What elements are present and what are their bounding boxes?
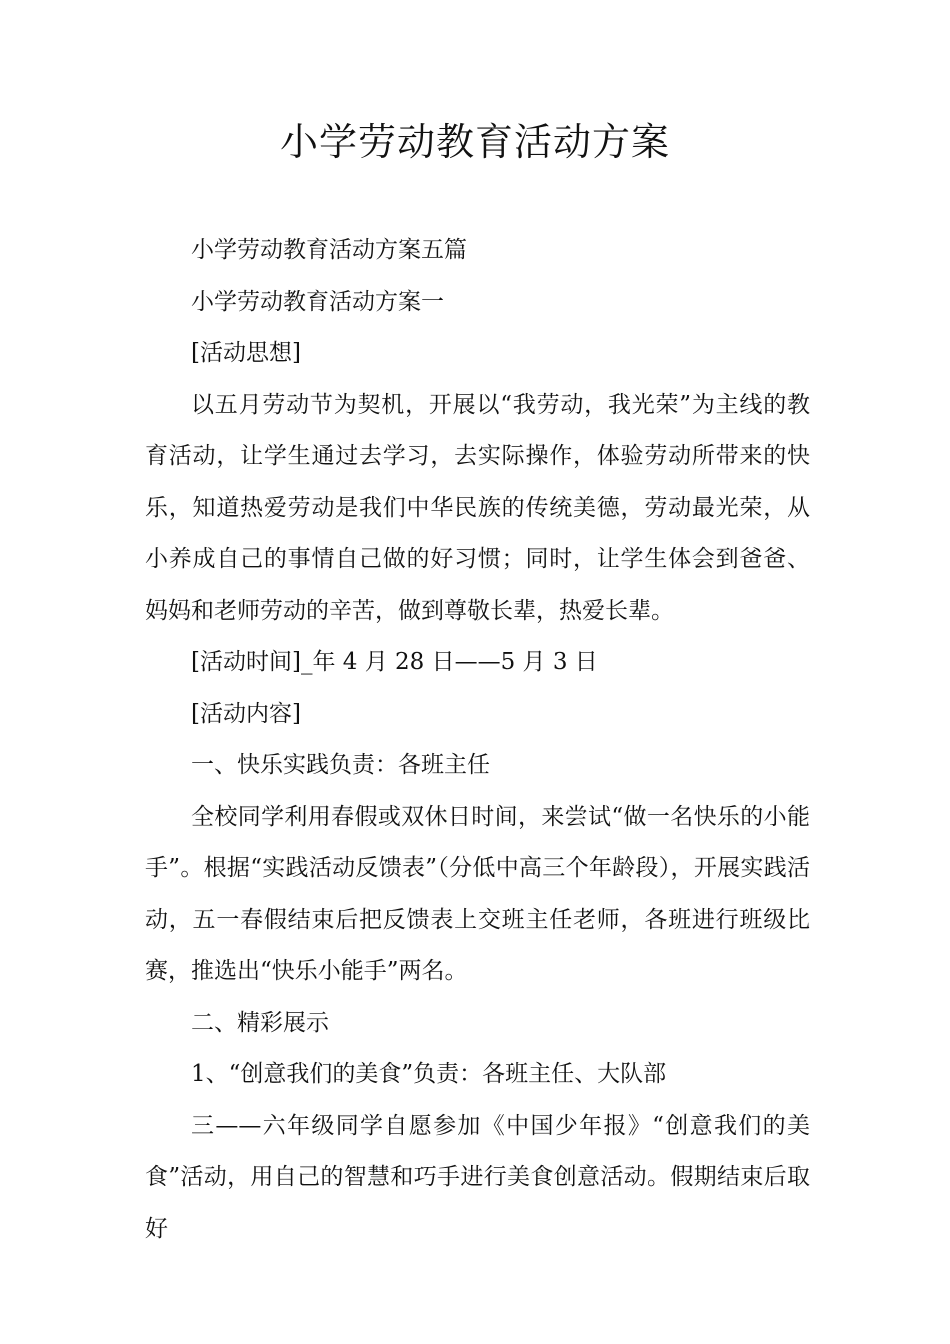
- paragraph-happy-practice: 一、快乐实践负责：各班主任: [191, 752, 490, 778]
- paragraph-activity-content-label: [活动内容]: [191, 700, 301, 727]
- paragraph-creative-food-details: 三——六年级同学自愿参加《中国少年报》“创意我们的美食”活动，用自己的智慧和巧手进行美食创意活动。假期结束后取好: [145, 1112, 810, 1242]
- paragraph-activity-time: [活动时间]_年 4 月 28 日——5 月 3 日: [191, 649, 598, 675]
- paragraph-section-heading: 小学劳动教育活动方案一: [191, 288, 444, 315]
- document-body: [145, 225, 810, 1255]
- document-title: 小学劳动教育活动方案: [279, 120, 670, 164]
- paragraph-subtitle: 小学劳动教育活动方案五篇: [191, 237, 467, 263]
- paragraph-creative-food: 1、“创意我们的美食”负责：各班主任、大队部: [191, 1061, 667, 1087]
- paragraph-activity-idea-label: [活动思想]: [191, 340, 301, 366]
- paragraph-practice-details: 全校同学利用春假或双休日时间，来尝试“做一名快乐的小能手”。根据“实践活动反馈表”（分低中高三个年龄段），开展实践活动，五一春假结束后把反馈表上交班主任老师，各班进行班级比赛，推选出“快乐小能手”两名。: [145, 803, 810, 984]
- paragraph-showcase: 二、精彩展示: [191, 1009, 329, 1036]
- paragraph-activity-idea: 以五月劳动节为契机，开展以“我劳动，我光荣”为主线的教育活动，让学生通过去学习，去实际操作，体验劳动所带来的快乐，知道热爱劳动是我们中华民族的传统美德，劳动最光荣，从小养成自己的事情自己做的好习惯；同时，让学生体会到爸爸、妈妈和老师劳动的辛苦，做到尊敬长辈，热爱长辈。: [145, 391, 810, 624]
